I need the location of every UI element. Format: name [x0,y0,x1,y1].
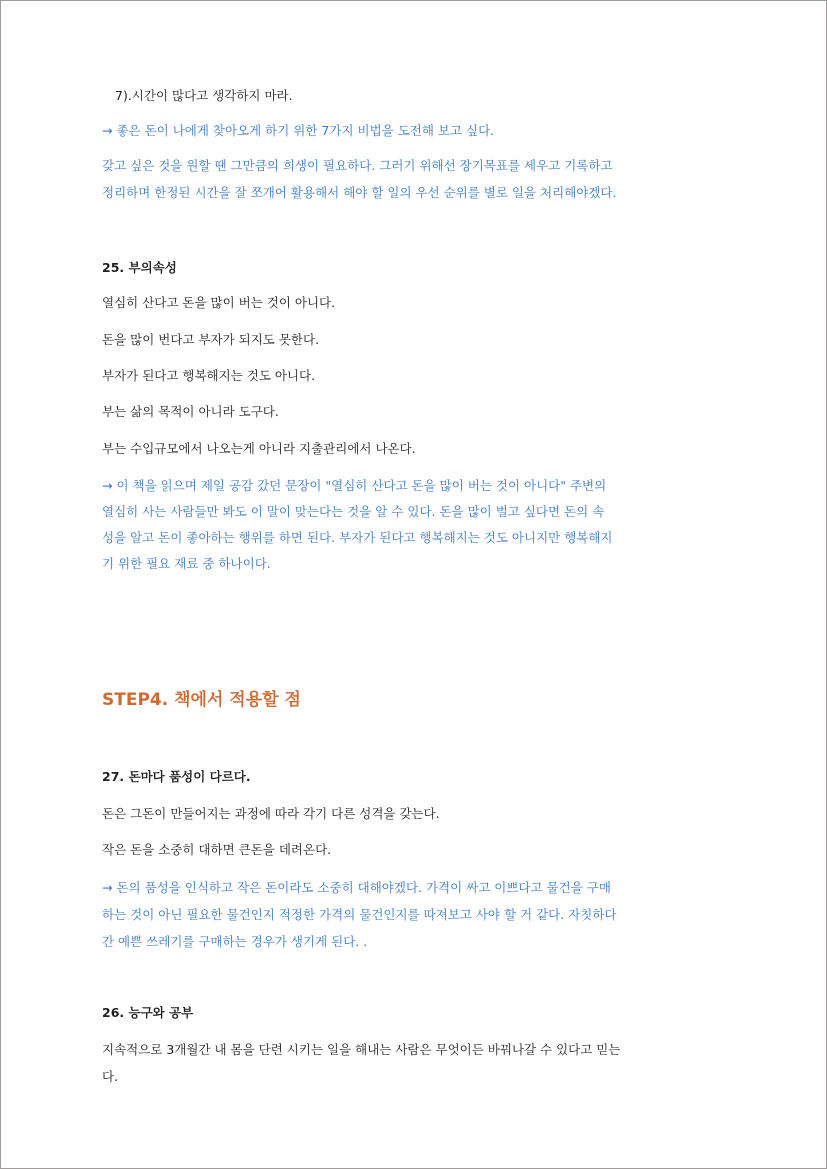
intro-line: 7).시간이 많다고 생각하지 마라. [115,88,293,103]
section-26-heading: 26. 능구와 공부 [102,1005,194,1020]
section-25-line-3: 부자가 된다고 행복해지는 것도 아니다. [102,368,316,383]
section-25-comment-line-3: 성을 알고 돈이 좋아하는 행위를 하면 된다. 부자가 된다고 행복해지는 것도 아니지만 행복해지 [102,530,613,545]
section-25-comment-line-1: → 이 책을 읽으며 제일 공감 갔던 문장이 "열심히 산다고 돈을 많이 버는 것이 아니다" 주변의 [102,478,607,493]
section-25-line-1: 열심히 산다고 돈을 많이 버는 것이 아니다. [102,295,336,310]
section-26-line-1: 지속적으로 3개월간 내 몸을 단련 시키는 일을 해내는 사람은 무엇이든 바꿔나갈 수 있다고 믿는 [102,1042,621,1057]
step4-title: STEP4. 책에서 적용할 점 [102,690,301,710]
section-25-line-2: 돈을 많이 번다고 부자가 되지도 못한다. [102,332,320,347]
section-27-comment-line-3: 간 예쁜 쓰레기를 구매하는 경우가 생기게 된다. . [102,934,368,949]
section-25-line-4: 부는 삶의 목적이 아니라 도구다. [102,404,279,419]
section-26-line-2: 다. [102,1069,119,1084]
intro-comment: → 좋은 돈이 나에게 찾아오게 하기 위한 7가지 비법을 도전해 보고 싶다. [102,123,495,138]
section-27-heading: 27. 돈마다 품성이 다르다. [102,769,251,784]
intro-paragraph-line-2: 정리하며 한정된 시간을 잘 쪼개어 활용해서 해야 할 일의 우선 순위를 별로 일을 처리해야겠다. [102,185,617,200]
intro-paragraph-line-1: 갖고 싶은 것을 원할 땐 그만큼의 희생이 필요하다. 그러기 위해선 장기목표를 세우고 기록하고 [102,158,613,173]
section-27-line-2: 작은 돈을 소중히 대하면 큰돈을 데려온다. [102,842,332,857]
section-27-comment-line-2: 하는 것이 아닌 필요한 물건인지 적정한 가격의 물건인지를 따져보고 사야 할 거 같다. 자칫하다 [102,907,617,922]
section-27-comment-line-1: → 돈의 품성을 인식하고 작은 돈이라도 소중히 대해야겠다. 가격이 싸고 이쁘다고 물건을 구매 [102,880,611,895]
section-25-line-5: 부는 수입규모에서 나오는게 아니라 지출관리에서 나온다. [102,441,416,456]
section-25-heading: 25. 부의속성 [102,260,177,275]
section-25-comment-line-4: 기 위한 필요 재료 중 하나이다. [102,556,271,571]
section-25-comment-line-2: 열심히 사는 사람들만 봐도 이 말이 맞는다는 것을 알 수 있다. 돈을 많이 벌고 싶다면 돈의 속 [102,504,605,519]
section-27-line-1: 돈은 그돈이 만들어지는 과정에 따라 각기 다른 성격을 갖는다. [102,806,440,821]
